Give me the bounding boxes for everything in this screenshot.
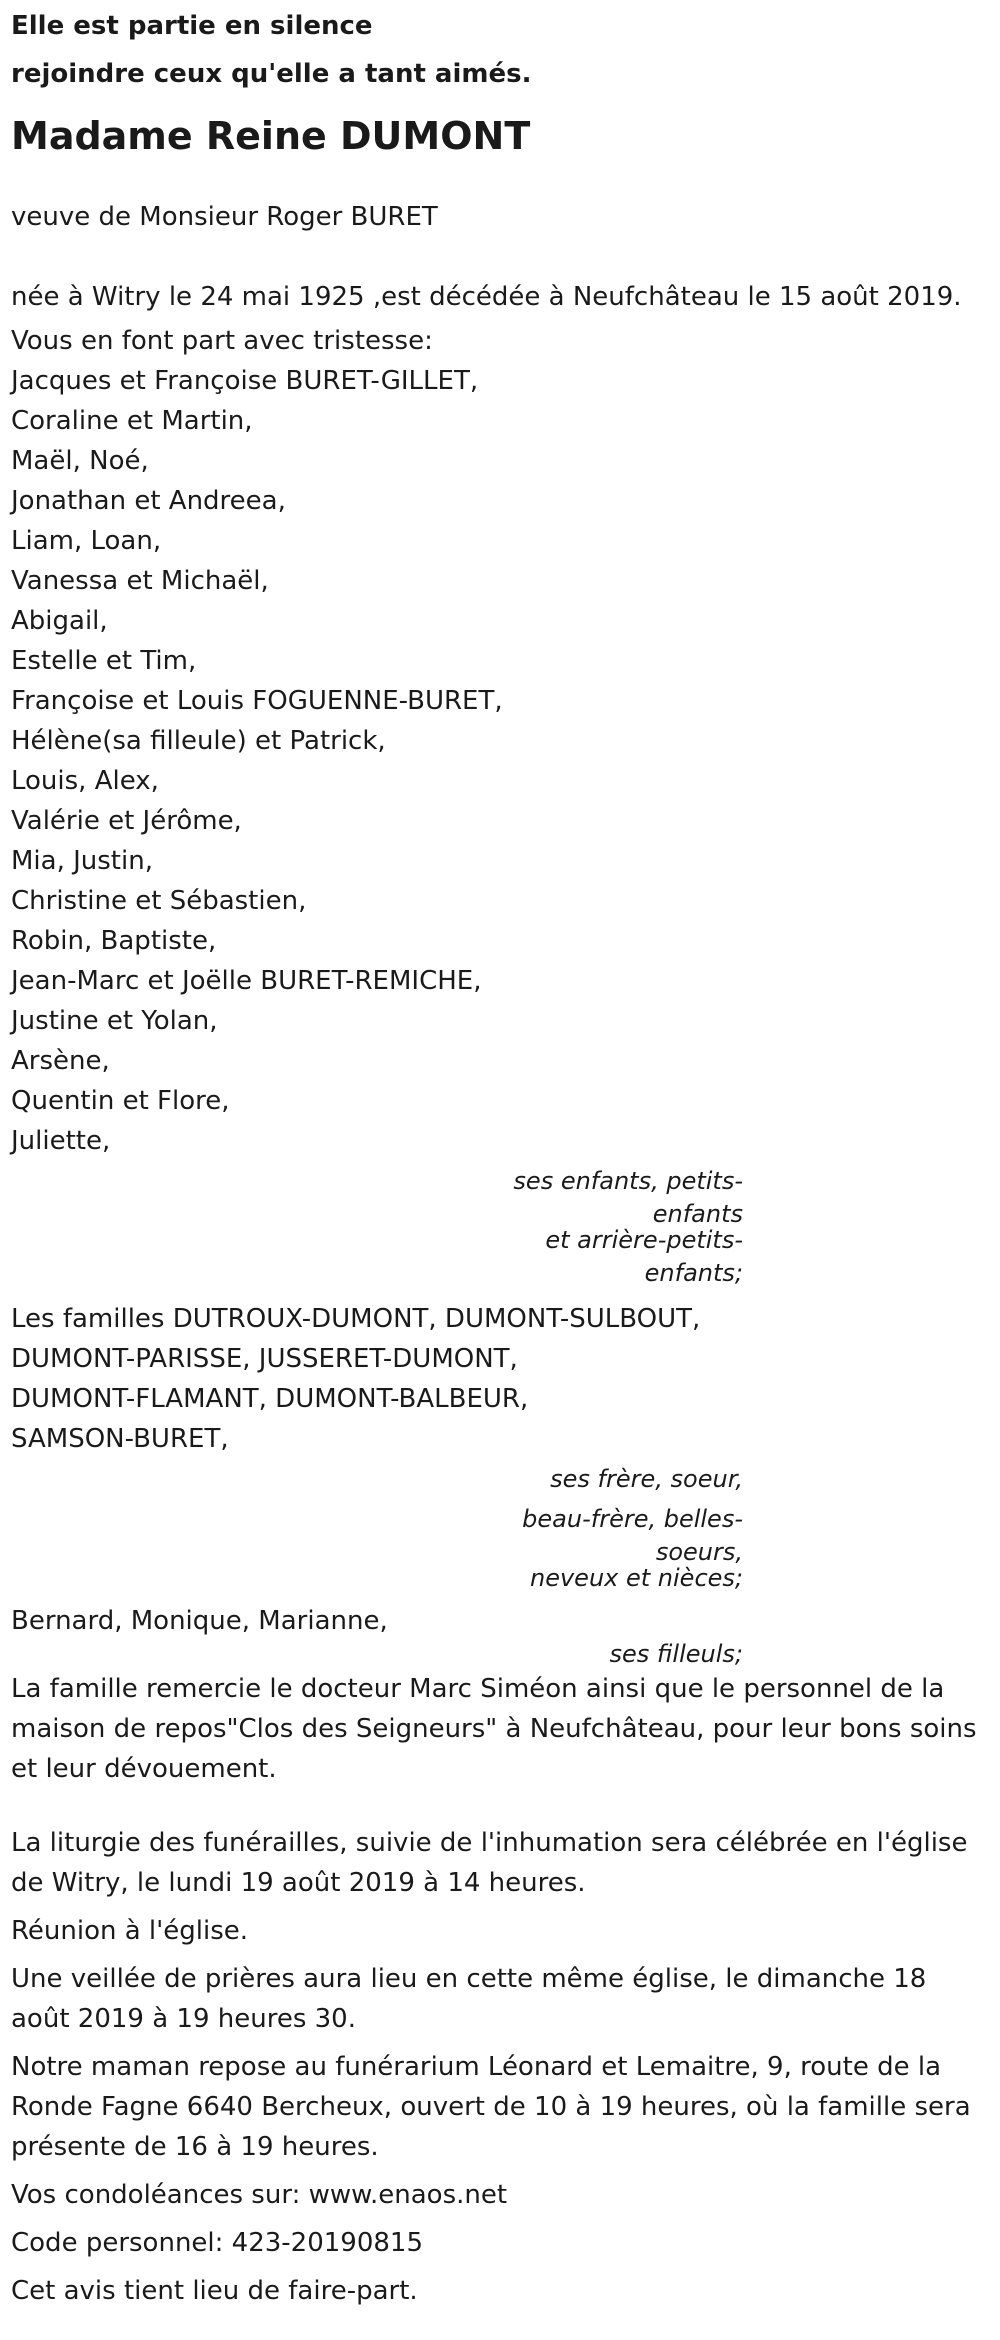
list-item: Coraline et Martin, xyxy=(11,406,253,436)
epigraph-line: rejoindre ceux qu'elle a tant aimés. xyxy=(11,59,532,89)
list-item: Arsène, xyxy=(11,1046,110,1076)
thanks-paragraph xyxy=(11,1669,991,1789)
list-item: Quentin et Flore, xyxy=(11,1086,230,1116)
announcement-intro: Vous en font part avec tristesse: xyxy=(11,326,433,356)
list-item: Justine et Yolan, xyxy=(11,1006,218,1036)
list-item: Robin, Baptiste, xyxy=(11,926,217,956)
list-item: Jonathan et Andreea, xyxy=(11,486,286,516)
role-line: neveux et nièces; xyxy=(530,1564,743,1592)
list-item: SAMSON-BURET, xyxy=(11,1424,229,1454)
list-item: Jean-Marc et Joëlle BURET-REMICHE, xyxy=(11,966,482,996)
role-line: soeurs, xyxy=(655,1538,743,1566)
list-item: Françoise et Louis FOGUENNE-BURET, xyxy=(11,686,503,716)
paragraph-line: présente de 16 à 19 heures. xyxy=(11,2132,379,2162)
list-item: Valérie et Jérôme, xyxy=(11,806,242,836)
list-item: Louis, Alex, xyxy=(11,766,159,796)
funeral-paragraph xyxy=(11,1823,991,1903)
paragraph-line: La famille remercie le docteur Marc Siméon ainsi que le personnel de la xyxy=(11,1674,945,1704)
paragraph-line: Une veillée de prières aura lieu en cette même église, le dimanche 18 xyxy=(11,1964,927,1994)
obituary-notice xyxy=(11,0,991,2311)
list-item: Les familles DUTROUX-DUMONT, DUMONT-SULBOUT, xyxy=(11,1304,701,1334)
list-item: Hélène(sa filleule) et Patrick, xyxy=(11,726,386,756)
families-role xyxy=(11,1459,743,1591)
role-line: beau-frère, belles- xyxy=(522,1505,743,1533)
list-item: DUMONT-PARISSE, JUSSERET-DUMONT, xyxy=(11,1344,518,1374)
list-item: Maël, Noé, xyxy=(11,446,149,476)
paragraph-line: Ronde Fagne 6640 Bercheux, ouvert de 10 à 19 heures, où la famille sera xyxy=(11,2092,971,2122)
condolences-line: Vos condoléances sur: www.enaos.net xyxy=(11,2180,508,2210)
paragraph-line: et leur dévouement. xyxy=(11,1754,277,1784)
birth-death-line: née à Witry le 24 mai 1925 ,est décédée à Neufchâteau le 15 août 2019. xyxy=(11,282,962,312)
families-list xyxy=(11,1299,991,1459)
list-item: Liam, Loan, xyxy=(11,526,162,556)
paragraph-line: août 2019 à 19 heures 30. xyxy=(11,2004,356,2034)
personal-code: Code personnel: 423-20190815 xyxy=(11,2228,424,2258)
role-line: et arrière-petits- xyxy=(545,1226,743,1254)
list-item: Estelle et Tim, xyxy=(11,646,197,676)
list-item: Juliette, xyxy=(11,1126,111,1156)
list-item: DUMONT-FLAMANT, DUMONT-BALBEUR, xyxy=(11,1384,529,1414)
role-line: enfants; xyxy=(644,1259,743,1287)
role-line: enfants xyxy=(652,1200,743,1228)
meeting-line: Réunion à l'église. xyxy=(11,1916,249,1946)
godchildren-role xyxy=(11,1641,743,1667)
list-item: Jacques et Françoise BURET-GILLET, xyxy=(11,366,479,396)
list-item: Mia, Justin, xyxy=(11,846,153,876)
vigil-paragraph xyxy=(11,1959,991,2039)
list-item: Vanessa et Michaël, xyxy=(11,566,269,596)
deceased-name: Madame Reine DUMONT xyxy=(11,114,531,158)
children-list xyxy=(11,361,991,1161)
notice-line: Cet avis tient lieu de faire-part. xyxy=(11,2276,418,2306)
paragraph-line: maison de repos"Clos des Seigneurs" à Neufchâteau, pour leur bons soins xyxy=(11,1714,977,1744)
paragraph-line: La liturgie des funérailles, suivie de l'inhumation sera célébrée en l'église xyxy=(11,1828,968,1858)
list-item: Christine et Sébastien, xyxy=(11,886,307,916)
role-line: ses filleuls; xyxy=(609,1640,743,1668)
list-item: Abigail, xyxy=(11,606,108,636)
children-role xyxy=(11,1161,743,1293)
paragraph-line: de Witry, le lundi 19 août 2019 à 14 heures. xyxy=(11,1868,586,1898)
role-line: ses frère, soeur, xyxy=(550,1465,743,1493)
widow-of: veuve de Monsieur Roger BURET xyxy=(11,202,438,232)
rest-paragraph xyxy=(11,2047,991,2167)
epigraph-line: Elle est partie en silence xyxy=(11,11,373,41)
role-line: ses enfants, petits- xyxy=(513,1167,743,1195)
epigraph xyxy=(11,2,991,98)
paragraph-line: Notre maman repose au funérarium Léonard et Lemaitre, 9, route de la xyxy=(11,2052,942,2082)
godchildren: Bernard, Monique, Marianne, xyxy=(11,1606,388,1636)
